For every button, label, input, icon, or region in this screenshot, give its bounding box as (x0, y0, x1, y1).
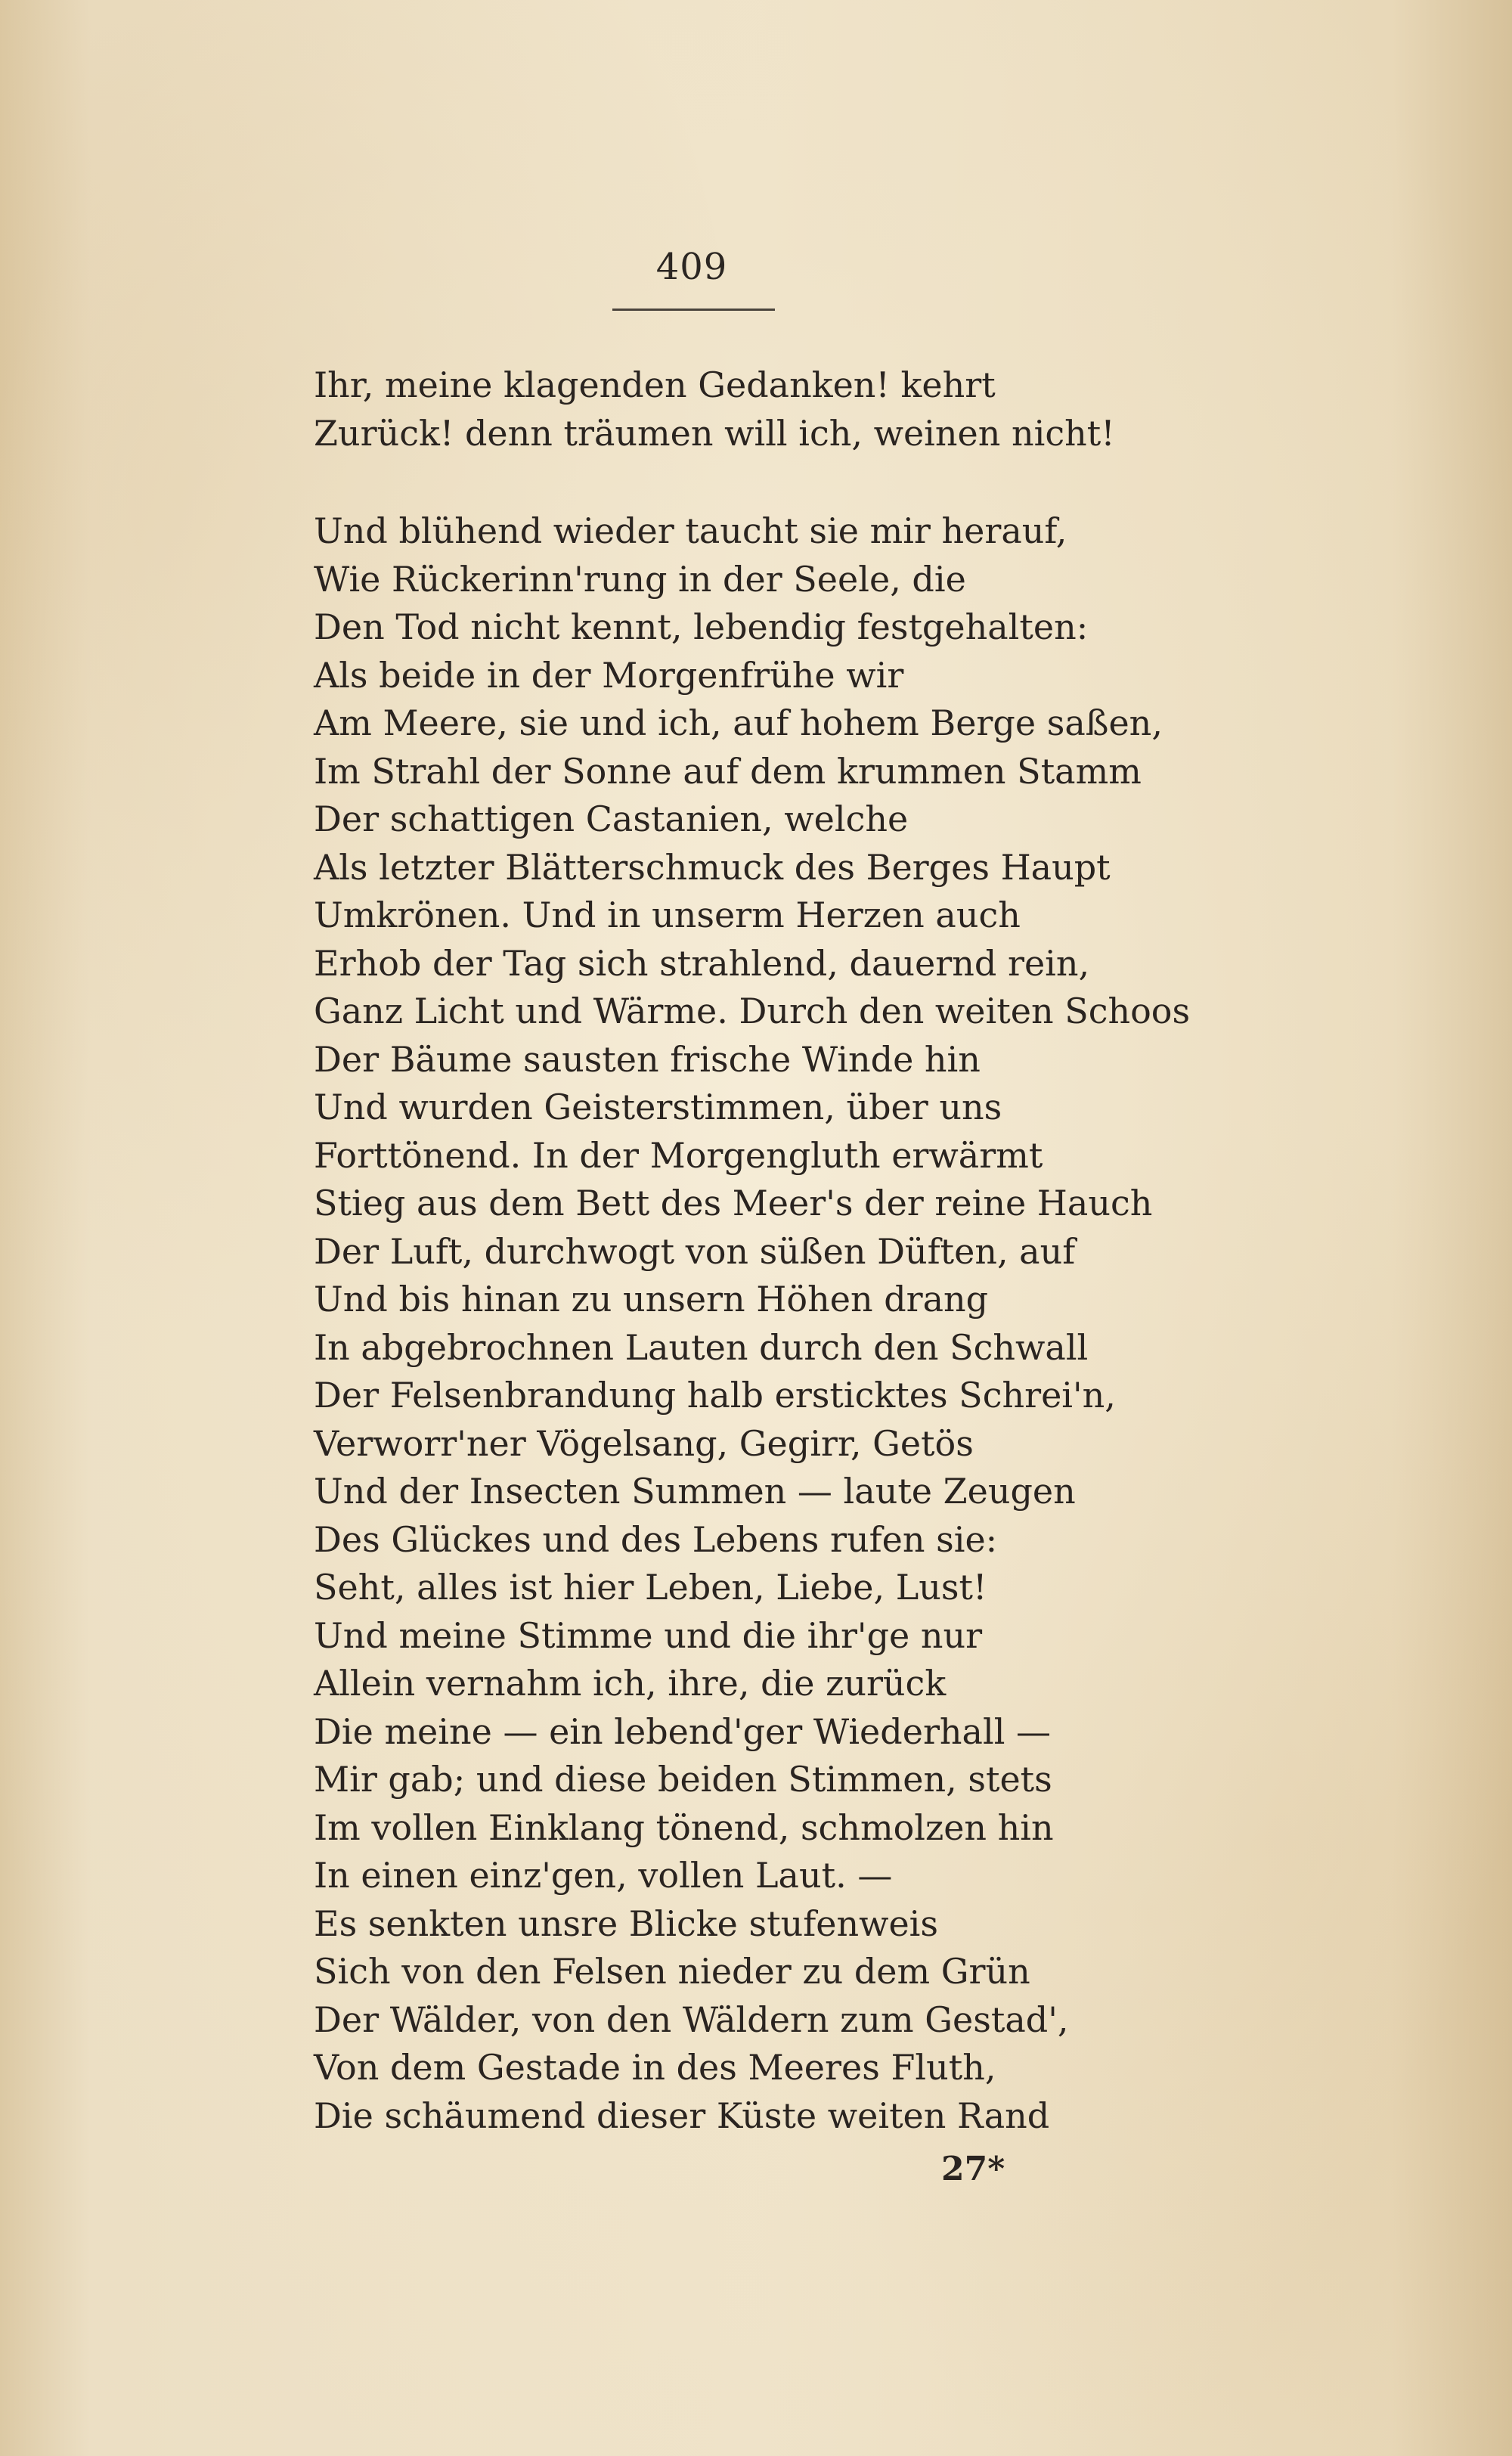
verse-line: Des Glückes und des Lebens rufen sie: (314, 1518, 998, 1560)
verse-line: Und wurden Geisterstimmen, über uns (314, 1087, 1002, 1127)
verse-line: Und meine Stimme und die ihr'ge nur (314, 1614, 983, 1656)
verse-line: Erhob der Tag sich strahlend, dauernd rein, (314, 942, 1090, 984)
verse-line: Als beide in der Morgenfrühe wir (314, 654, 904, 696)
verse-line: Der Bäume sausten frische Winde hin (314, 1038, 981, 1080)
verse-line: Umkrönen. Und in unserm Herzen auch (314, 895, 1021, 935)
verse-line: Zurück! denn träumen will ich, weinen nicht! (314, 412, 1115, 454)
verse-line: Mir gab; und diese beiden Stimmen, stets (314, 1759, 1052, 1800)
verse-line: Die meine — ein lebend'ger Wiederhall — (314, 1710, 1052, 1752)
verse-line: Ihr, meine klagenden Gedanken! kehrt (314, 364, 996, 405)
verse-line: Der schattigen Castanien, welche (314, 799, 909, 839)
verse-line: Und blühend wieder taucht sie mir herauf, (314, 510, 1067, 551)
verse-line: Seht, alles ist hier Leben, Liebe, Lust! (314, 1567, 987, 1608)
verse-line: Am Meere, sie und ich, auf hohem Berge saßen, (314, 702, 1163, 743)
stanza-1 (314, 361, 1244, 457)
header-rule (612, 309, 775, 311)
signature-mark: 27* (941, 2150, 1005, 2188)
page-number: 409 (655, 246, 728, 288)
verse-line: Ganz Licht und Wärme. Durch den weiten Schoos (314, 991, 1191, 1031)
verse-line: Forttönend. In der Morgengluth erwärmt (314, 1134, 1043, 1176)
verse-line: Von dem Gestade in des Meeres Fluth, (314, 2047, 996, 2088)
stanza-break (314, 457, 1244, 507)
verse-line: Die schäumend dieser Küste weiten Rand (314, 2095, 1050, 2136)
verse-line: Im vollen Einklang tönend, schmolzen hin (314, 1806, 1054, 1848)
verse-line: In abgebrochnen Lauten durch den Schwall (314, 1326, 1089, 1368)
verse-line: Es senkten unsre Blicke stufenweis (314, 1902, 939, 1944)
verse-line: Und bis hinan zu unsern Höhen drang (314, 1279, 989, 1319)
verse-line: Als letzter Blätterschmuck des Berges Haupt (314, 846, 1111, 888)
poem-text (314, 361, 1244, 2140)
verse-line: Allein vernahm ich, ihre, die zurück (314, 1663, 947, 1704)
stanza-2 (314, 507, 1244, 2140)
verse-line: Sich von den Felsen nieder zu dem Grün (314, 1951, 1030, 1992)
verse-line: Der Luft, durchwogt von süßen Düften, auf (314, 1230, 1076, 1272)
verse-line: Der Wälder, von den Wäldern zum Gestad', (314, 1999, 1069, 2040)
verse-line: Der Felsenbrandung halb ersticktes Schrei'n, (314, 1375, 1116, 1416)
verse-line: Den Tod nicht kennt, lebendig festgehalten: (314, 606, 1089, 647)
verse-line: Verworr'ner Vögelsang, Gegirr, Getös (314, 1422, 974, 1464)
verse-line: Und der Insecten Summen — laute Zeugen (314, 1471, 1076, 1512)
verse-line: Im Strahl der Sonne auf dem krummen Stamm (314, 750, 1142, 792)
verse-line: Stieg aus dem Bett des Meer's der reine Hauch (314, 1183, 1153, 1223)
verse-line: Wie Rückerinn'rung in der Seele, die (314, 558, 966, 600)
verse-line: In einen einz'gen, vollen Laut. — (314, 1855, 893, 1896)
